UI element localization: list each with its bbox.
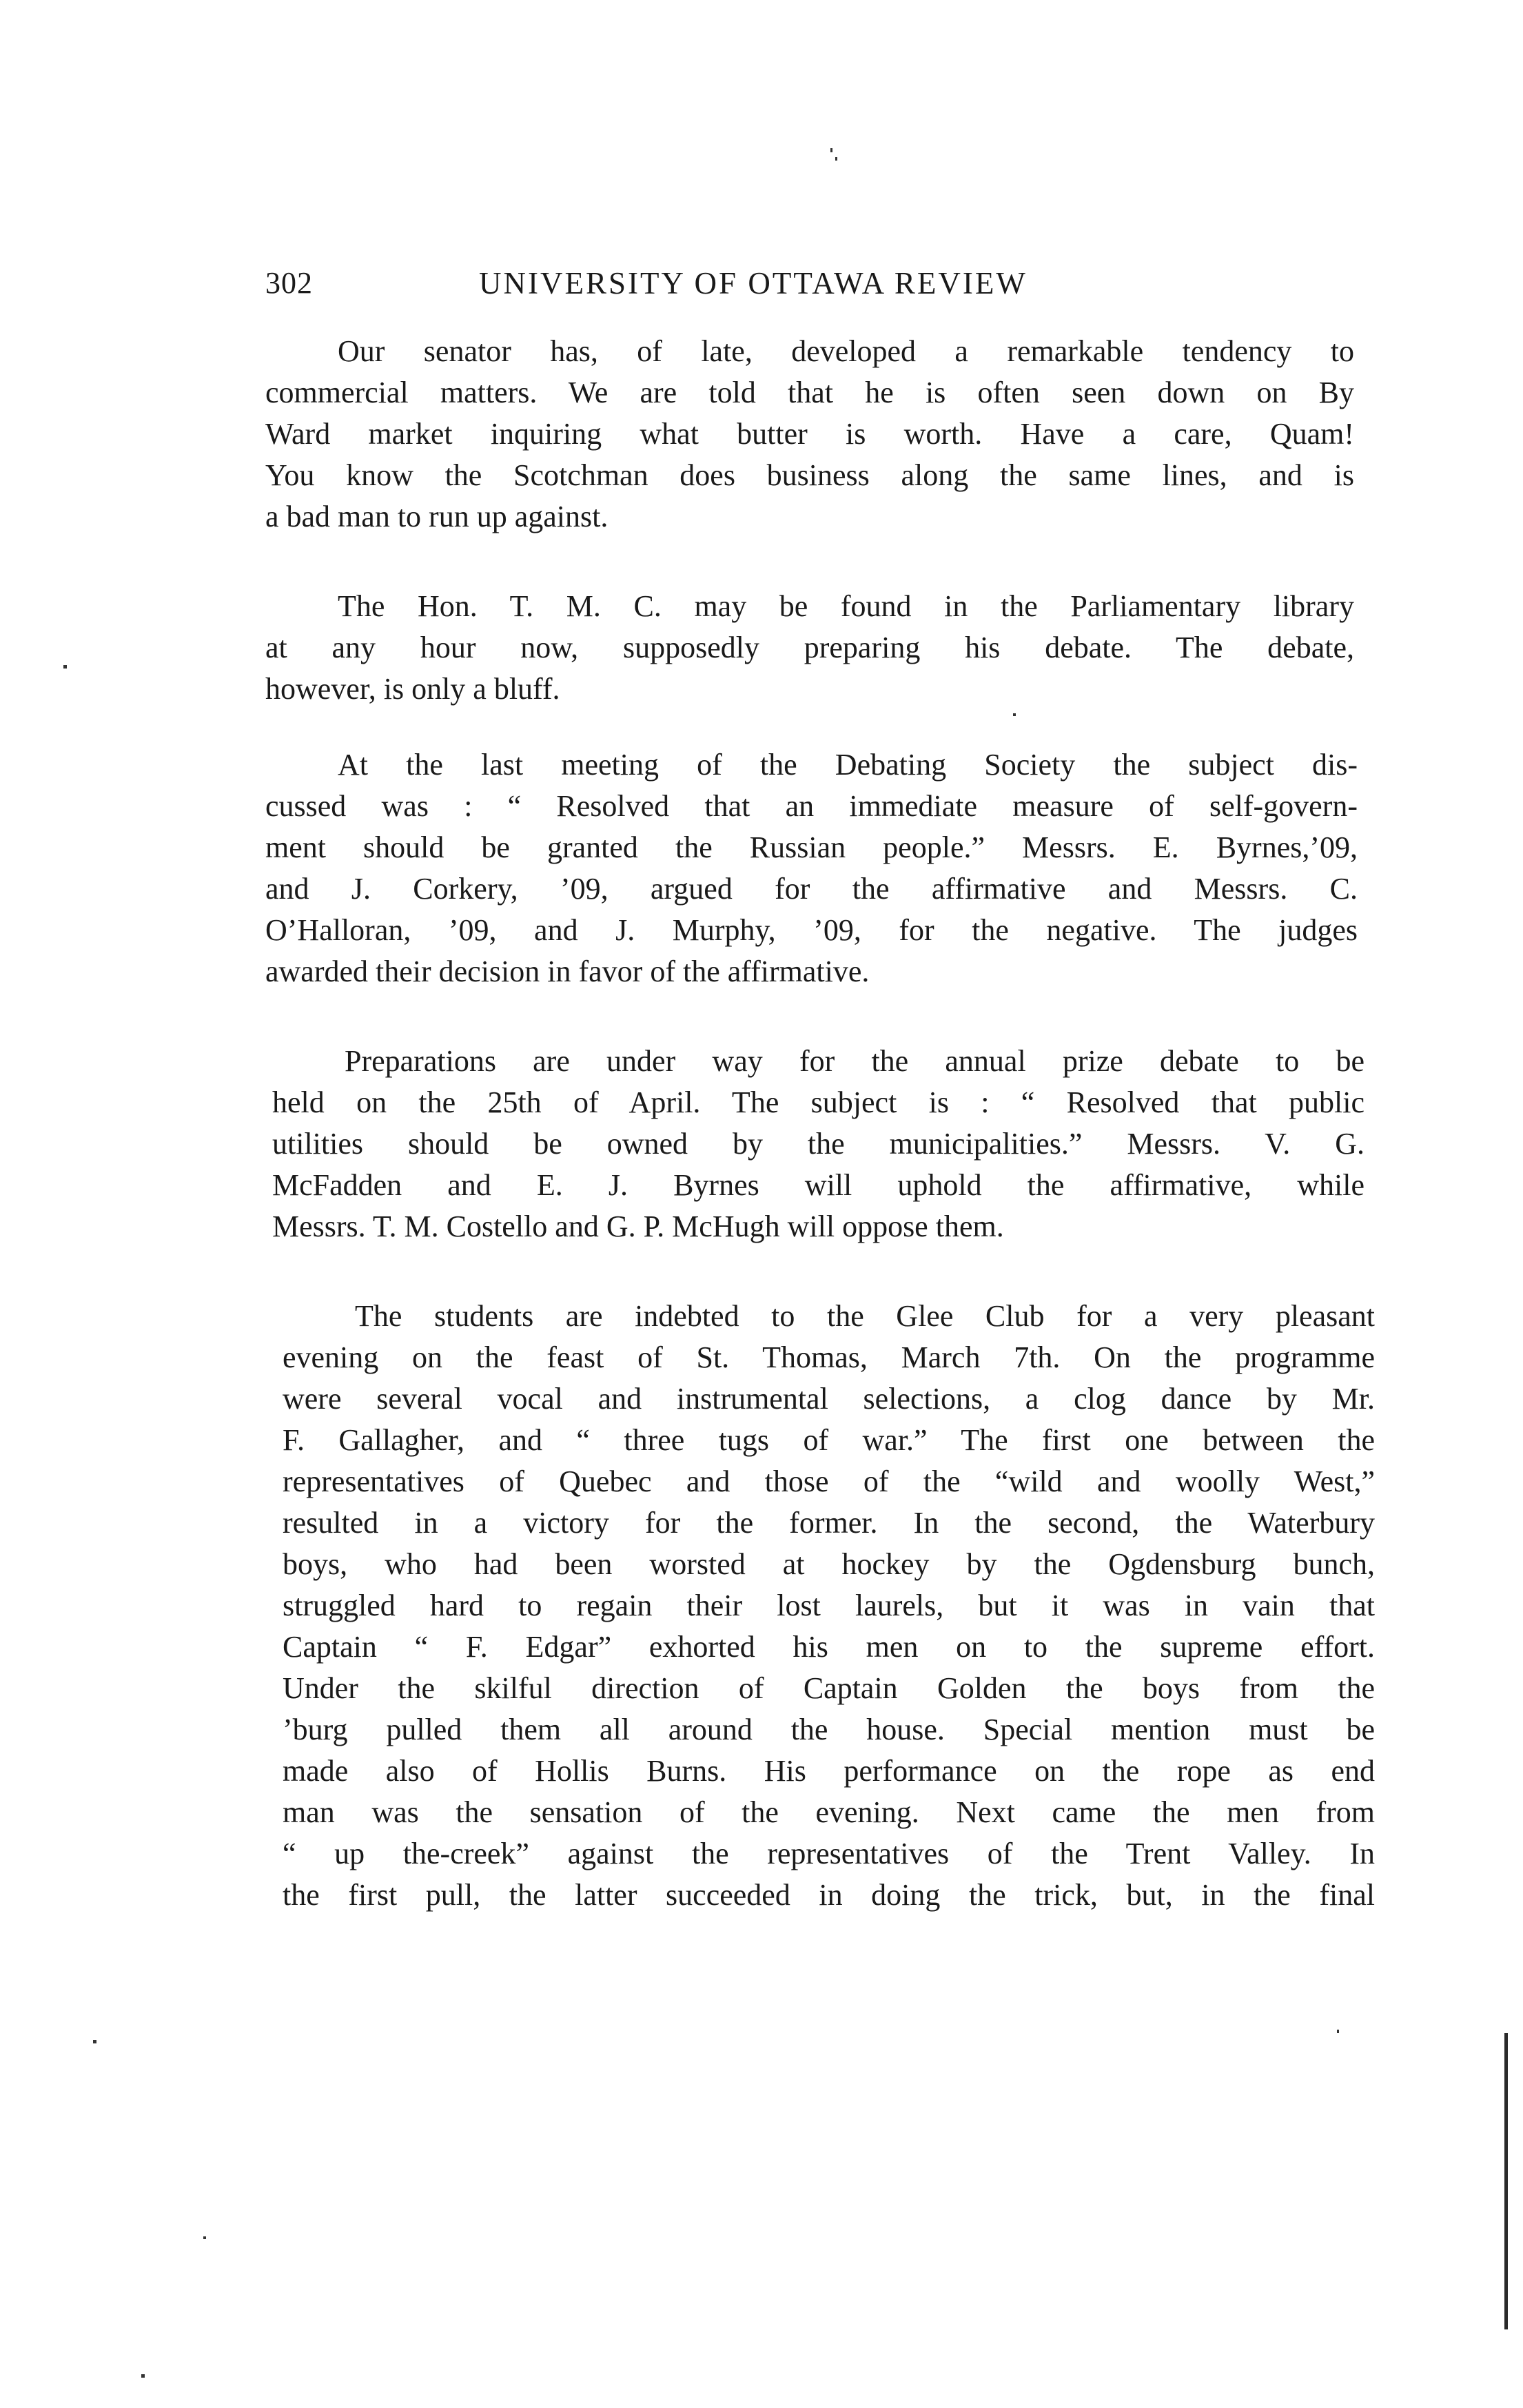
paragraph-hon-tmc xyxy=(265,586,1354,710)
text-line: a bad man to run up against. xyxy=(265,500,609,533)
text-line: were several vocal and instrumental selections, a clog dance by Mr. xyxy=(283,1382,1375,1416)
scan-speck xyxy=(835,157,837,161)
text-line: utilities should be owned by the municipalities.” Messrs. V. G. xyxy=(272,1127,1364,1161)
text-line: Under the skilful direction of Captain Golden the boys from the xyxy=(283,1671,1375,1705)
text-line: boys, who had been worsted at hockey by the Ogdensburg bunch, xyxy=(283,1547,1375,1581)
text-line: struggled hard to regain their lost laurels, but it was in vain that xyxy=(283,1589,1375,1622)
scan-speck xyxy=(1013,713,1016,716)
paragraph-debating-society xyxy=(265,744,1358,992)
scan-speck xyxy=(203,2236,206,2239)
text-line: however, is only a bluff. xyxy=(265,672,560,706)
text-line: The Hon. T. M. C. may be found in the Parliamentary library xyxy=(338,589,1354,623)
scan-speck xyxy=(93,2040,96,2043)
text-line: man was the sensation of the evening. Next came the men from xyxy=(283,1795,1375,1829)
paragraph-prize-debate xyxy=(272,1041,1364,1247)
text-line: O’Halloran, ’09, and J. Murphy, ’09, for the negative. The judges xyxy=(265,913,1358,947)
scan-speck xyxy=(1337,2030,1339,2033)
scan-speck xyxy=(63,665,67,669)
text-line: cussed was : “ Resolved that an immediate measure of self-govern- xyxy=(265,789,1358,823)
text-line: You know the Scotchman does business along the same lines, and is xyxy=(265,458,1354,492)
text-line: “ up the-creek” against the representatives of the Trent Valley. In xyxy=(283,1837,1375,1870)
text-line: F. Gallagher, and “ three tugs of war.” The first one between the xyxy=(283,1423,1375,1457)
text-line: representatives of Quebec and those of the “wild and woolly West,” xyxy=(283,1465,1375,1498)
scan-speck xyxy=(141,2374,145,2378)
text-line: resulted in a victory for the former. In the second, the Waterbury xyxy=(283,1506,1375,1540)
text-line: and J. Corkery, ’09, argued for the affirmative and Messrs. C. xyxy=(265,872,1358,906)
page-header xyxy=(265,265,1375,307)
text-line: commercial matters. We are told that he is often seen down on By xyxy=(265,376,1354,409)
text-line: made also of Hollis Burns. His performance on the rope as end xyxy=(283,1754,1375,1788)
text-line: ’burg pulled them all around the house. Special mention must be xyxy=(283,1713,1375,1746)
paragraph-senator xyxy=(265,331,1354,538)
text-line: awarded their decision in favor of the affirmative. xyxy=(265,955,870,988)
scan-edge-line xyxy=(1504,2033,1508,2329)
text-line: held on the 25th of April. The subject is : “ Resolved that public xyxy=(272,1085,1364,1119)
text-line: ment should be granted the Russian people.” Messrs. E. Byrnes,’09, xyxy=(265,830,1358,864)
text-line: Our senator has, of late, developed a remarkable tendency to xyxy=(338,334,1354,368)
text-line: Captain “ F. Edgar” exhorted his men on to the supreme effort. xyxy=(283,1630,1375,1664)
text-line: at any hour now, supposedly preparing his debate. The debate, xyxy=(265,631,1354,664)
paragraph-glee-club xyxy=(283,1296,1375,1916)
text-line: McFadden and E. J. Byrnes will uphold the affirmative, while xyxy=(272,1168,1364,1202)
text-line: Messrs. T. M. Costello and G. P. McHugh will oppose them. xyxy=(272,1210,1004,1243)
text-line: At the last meeting of the Debating Society the subject dis- xyxy=(338,748,1358,782)
scan-speck xyxy=(830,148,832,152)
page-number: 302 xyxy=(265,266,313,300)
text-line: Preparations are under way for the annual prize debate to be xyxy=(345,1044,1364,1078)
text-line: Ward market inquiring what butter is worth. Have a care, Quam! xyxy=(265,417,1354,451)
text-line: the first pull, the latter succeeded in doing the trick, but, in the final xyxy=(283,1878,1375,1912)
text-line: evening on the feast of St. Thomas, March 7th. On the programme xyxy=(283,1340,1375,1374)
running-title: UNIVERSITY OF OTTAWA REVIEW xyxy=(479,266,1028,300)
text-line: The students are indebted to the Glee Club for a very pleasant xyxy=(355,1299,1375,1333)
